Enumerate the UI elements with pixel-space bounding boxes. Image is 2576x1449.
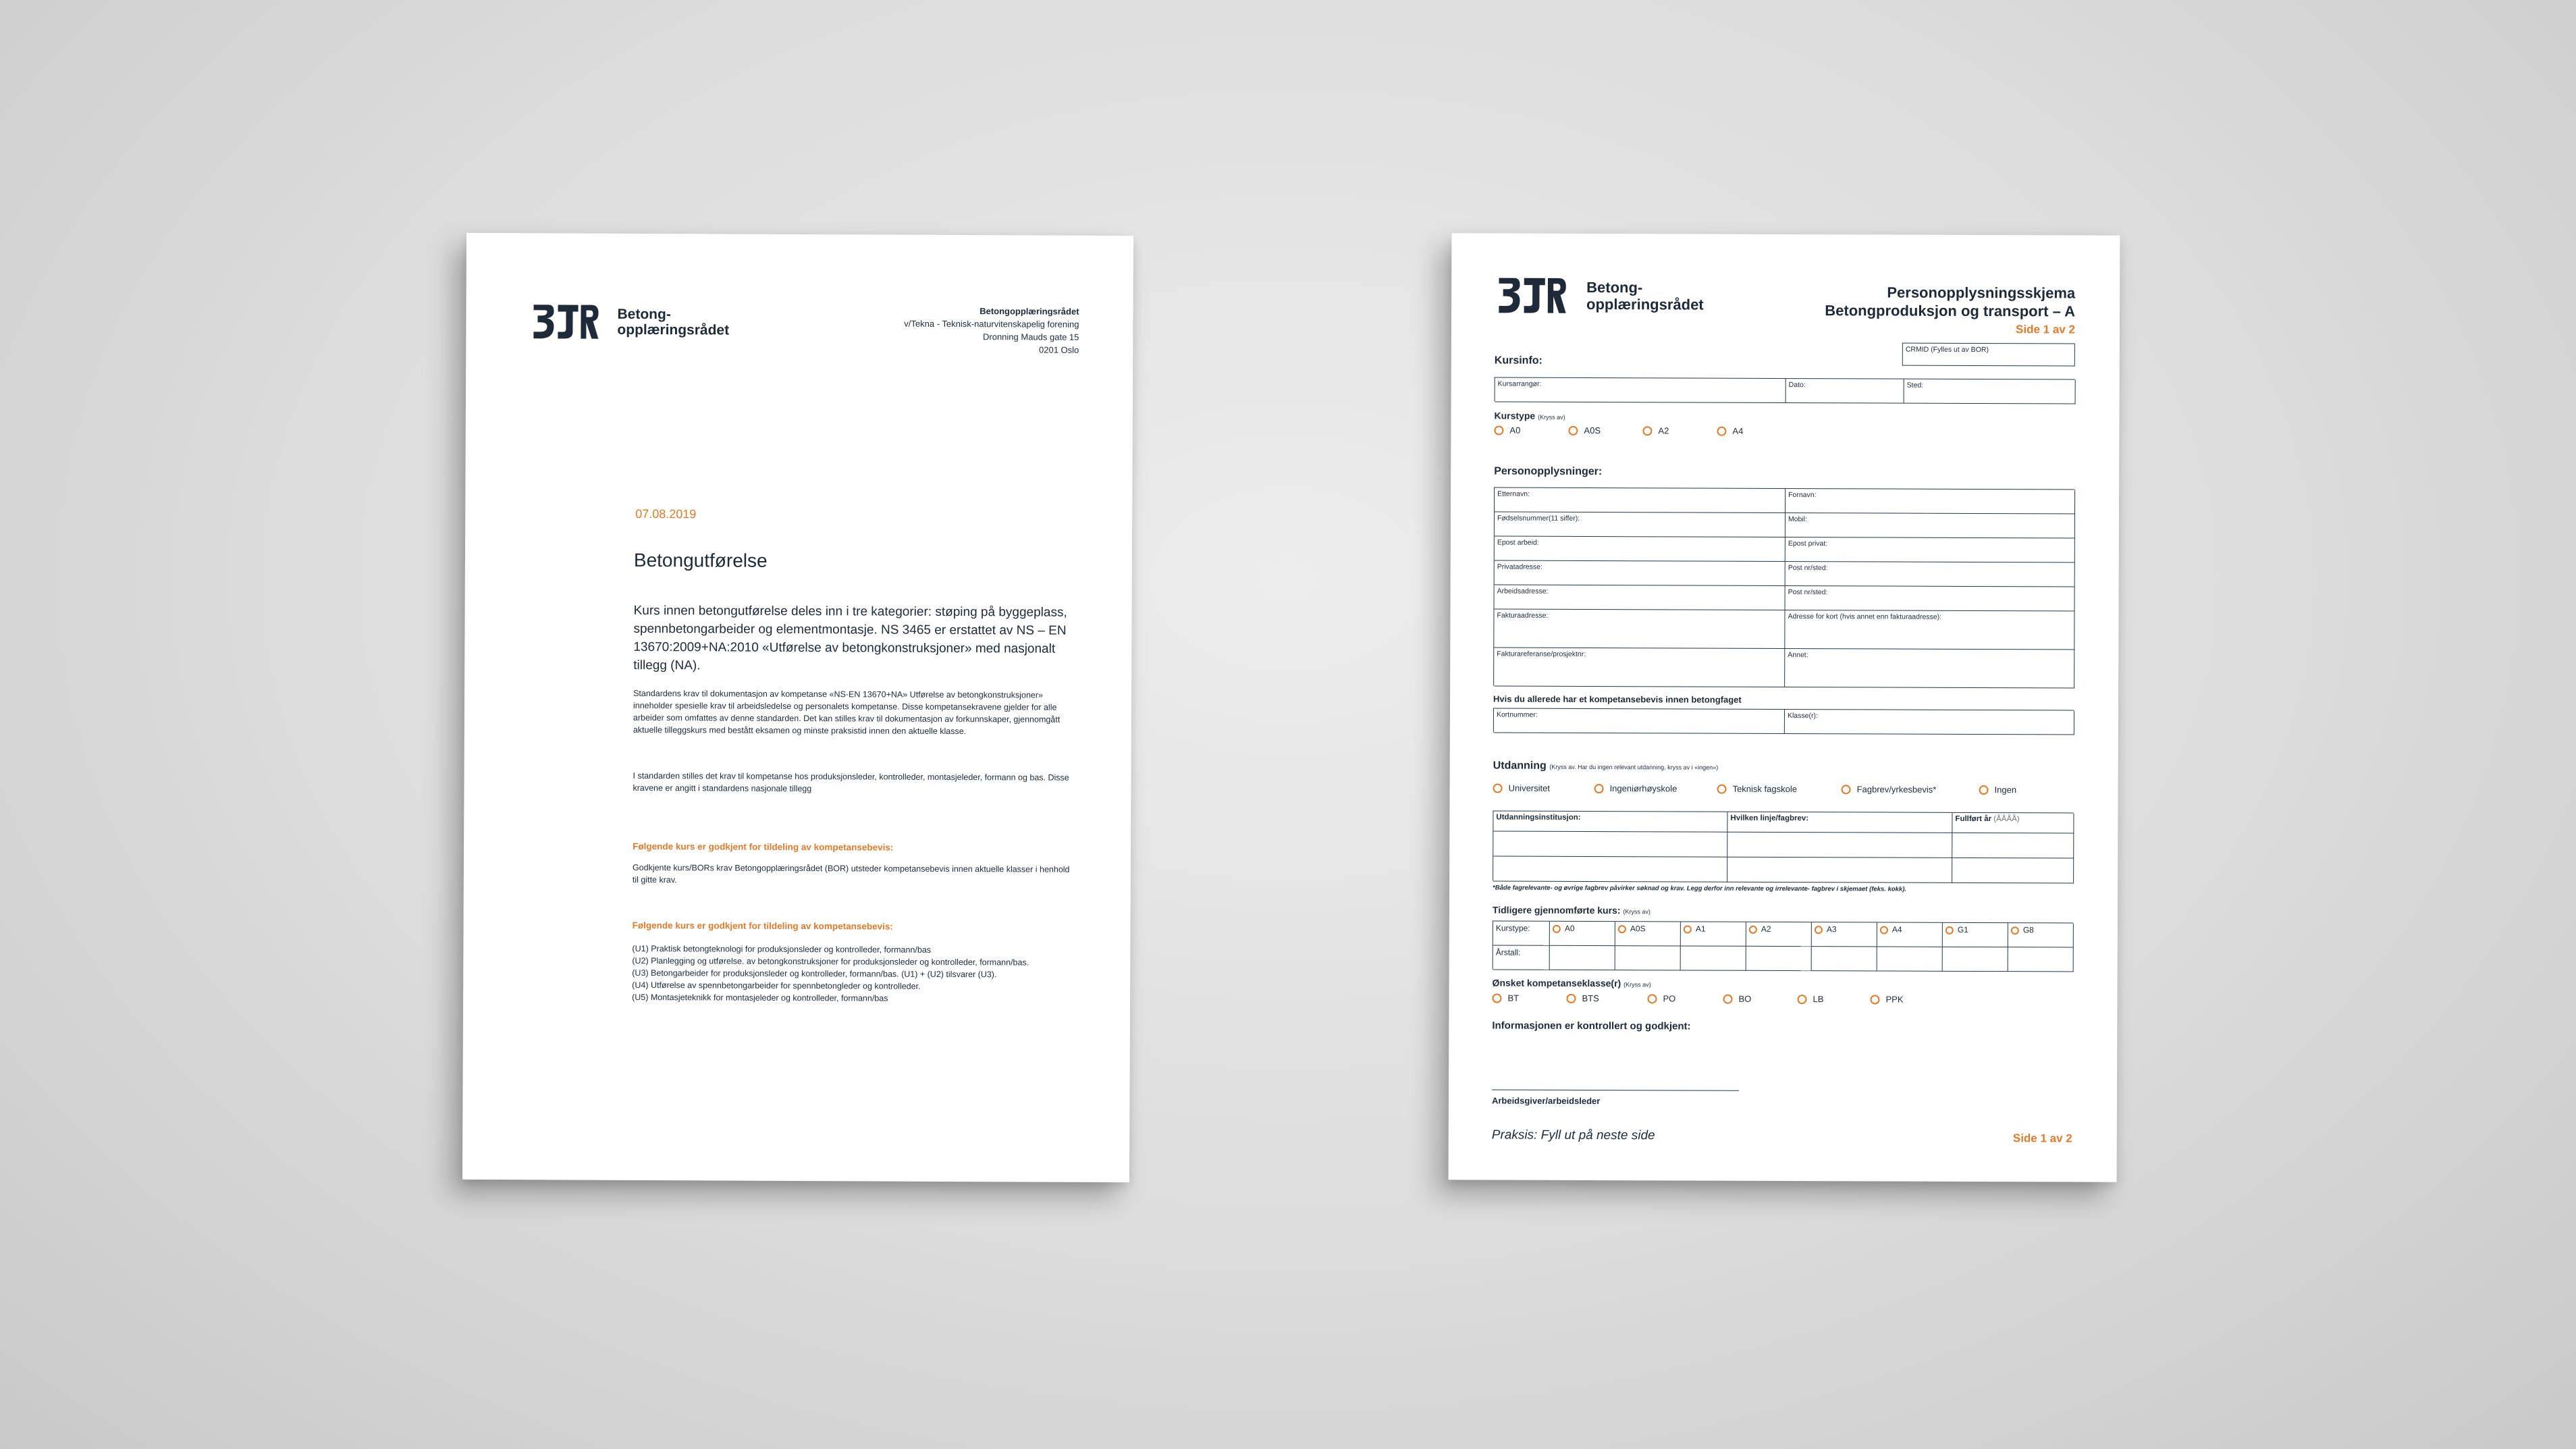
kortadresse-field[interactable]	[1785, 610, 2074, 650]
onsket-bts[interactable]	[1566, 993, 1647, 1003]
option-label: A2	[1761, 924, 1771, 934]
radio-button[interactable]	[1684, 925, 1692, 933]
epost-privat-field[interactable]	[1786, 537, 2075, 562]
field-label: Epost arbeid:	[1497, 538, 1539, 547]
edu-header-institution	[1493, 811, 1727, 832]
kursinfo-table	[1495, 377, 2075, 403]
option-label: A0S	[1584, 425, 1601, 436]
kursarrangor-field[interactable]	[1495, 378, 1786, 404]
tidligere-a0s[interactable]	[1615, 922, 1681, 946]
year-hint: (ÅÅÅÅ)	[1993, 815, 2020, 824]
field-label: Annet:	[1788, 651, 1808, 660]
bor-logo	[1495, 275, 1704, 316]
edu-header-line	[1727, 812, 1952, 833]
option-label: BT	[1507, 993, 1520, 1003]
radio-button[interactable]	[1717, 426, 1726, 436]
edu-header-year	[1952, 813, 2074, 834]
edu-institution-cell[interactable]	[1493, 831, 1727, 857]
option-label: PO	[1663, 993, 1676, 1004]
bor-logo	[531, 302, 729, 342]
logo-text	[617, 307, 729, 338]
tidligere-a0[interactable]	[1550, 922, 1615, 946]
dato-field[interactable]	[1786, 379, 1904, 404]
post-nr-sted-2-field[interactable]	[1786, 586, 2075, 611]
address-org: Betongopplæringsrådet	[980, 306, 1079, 317]
kurstype-row-label	[1493, 921, 1550, 945]
existing-table	[1493, 708, 2074, 734]
edu-year-cell[interactable]	[1952, 833, 2074, 859]
utdanning-label: Utdanning	[1493, 760, 1547, 772]
arbeidsadresse-field[interactable]	[1495, 585, 1786, 611]
letter-date: 07.08.2019	[635, 506, 697, 521]
kryss-hint: (Kryss av)	[1538, 413, 1565, 421]
option-label: G1	[1957, 924, 1968, 934]
course-item: (U5) Montasjeteknikk for montasjeleder og kontrolleder, formann/bas	[632, 992, 888, 1003]
course-item: (U4) Utførelse av spennbetongarbeider for spennbetongleder og kontrolleder.	[632, 980, 921, 991]
arstall-cell[interactable]	[1943, 947, 2008, 972]
field-label: Epost privat:	[1788, 539, 1828, 548]
existing-bevis-heading: Hvis du allerede har et kompetansebevis innen betongfaget	[1493, 693, 1742, 705]
kurstype-a4[interactable]	[1717, 426, 1791, 436]
form-page	[1449, 233, 2120, 1182]
address-line: 0201 Oslo	[1039, 344, 1079, 355]
option-label: Ingen	[1994, 785, 2017, 795]
option-label: LB	[1813, 994, 1824, 1005]
privatadresse-field[interactable]	[1495, 561, 1786, 587]
logo-line-1: Betong-	[617, 306, 671, 323]
education-table	[1493, 810, 2073, 882]
utdanning-ingeniorhoyskole[interactable]	[1594, 783, 1717, 794]
kurstype-a0s[interactable]	[1568, 425, 1642, 436]
post-nr-sted-field[interactable]	[1786, 562, 2075, 587]
course-list	[632, 943, 1077, 1005]
option-label: PPK	[1885, 994, 1904, 1005]
field-label: Fornavn:	[1788, 491, 1817, 500]
radio-button[interactable]	[2011, 926, 2019, 934]
field-label: Sted:	[1906, 381, 1924, 390]
etternavn-field[interactable]	[1495, 488, 1786, 514]
logo-line-2: opplæringsrådet	[617, 321, 730, 338]
bor-logo-icon	[1495, 275, 1570, 315]
letter-page	[462, 233, 1133, 1182]
field-label: Kursarrangør:	[1497, 379, 1542, 388]
form-title-block	[1825, 283, 2075, 338]
option-label: A4	[1891, 924, 1902, 934]
tidligere-table	[1493, 920, 2073, 971]
option-label: A3	[1826, 924, 1837, 934]
arstall-cell[interactable]	[1550, 946, 1615, 970]
letter-title: Betongutførelse	[633, 549, 768, 571]
section-personopplysninger: Personopplysninger:	[1494, 465, 1603, 478]
option-label: A1	[1695, 924, 1706, 934]
kryss-hint: (Kryss av)	[1624, 981, 1651, 989]
epost-arbeid-field[interactable]	[1495, 537, 1786, 562]
praksis-note: Praksis: Fyll ut på neste side	[1491, 1128, 1655, 1143]
option-label: Ingeniørhøyskole	[1609, 783, 1678, 794]
tidligere-g1[interactable]	[1943, 923, 2008, 947]
lead-paragraph: Kurs innen betongutførelse deles inn i tre kategorier: støping på byggeplass, spennbetongarbeider og elementmontasje. NS 3465 er erstattet av NS – EN 13670:2009+NA:2010 «Utførelse av betongkonstruksjoner» med nasjonalt tillegg (NA).	[633, 603, 1067, 673]
tidligere-label: Tidligere gjennomførte kurs:	[1492, 904, 1621, 916]
paragraph-1: Standardens krav til dokumentasjon av kompetanse «NS-EN 13670+NA» Utførelse av betongkonstruksjoner» inneholder spesielle krav til arbeidsledelse og personalets kompetanse. Disse kompetansekravene gjelder for alle arbeider som omfattes av denne standarden. Det kan stilles krav til dokumentasjon av forkunnskaper, gjennomgått aktuelle tilleggskurs med bestått eksamen og minste praksistid innen den aktuelle klasse.	[633, 688, 1061, 737]
logo-text	[1586, 279, 1704, 313]
field-label: Adresse for kort (hvis annet enn fakturaadresse):	[1788, 612, 1942, 621]
option-label: BO	[1738, 993, 1752, 1004]
option-label: A0	[1564, 923, 1575, 933]
radio-button[interactable]	[1568, 425, 1578, 435]
fakturareferanse-field[interactable]	[1494, 648, 1785, 687]
tidligere-a4[interactable]	[1877, 922, 1943, 947]
arstall-cell[interactable]	[1681, 946, 1746, 970]
crmid-field[interactable]	[1902, 343, 2075, 367]
onsket-ppk[interactable]	[1870, 994, 1903, 1004]
arstall-cell[interactable]	[1746, 947, 1812, 971]
utdanning-universitet[interactable]	[1493, 783, 1594, 793]
arstall-cell[interactable]	[2008, 947, 2074, 972]
edu-institution-cell[interactable]	[1493, 856, 1727, 882]
radio-button[interactable]	[1815, 926, 1823, 934]
field-label: Klasse(r):	[1787, 712, 1818, 720]
course-item: (U2) Planlegging og utførelse. av betongkonstruksjoner for produksjonsleder og kontrolleder, formann/bas.	[632, 955, 1029, 968]
field-label: Fakturaadresse:	[1497, 611, 1549, 620]
crmid-label: CRMID (Fylles ut av BOR)	[1905, 345, 1989, 354]
onsket-bo[interactable]	[1723, 994, 1797, 1004]
header-label: Fullført år	[1955, 814, 1992, 824]
arstall-cell[interactable]	[1812, 947, 1877, 971]
utdanning-hint: (Kryss av. Har du ingen relevant utdanning, kryss av i «ingen»)	[1549, 763, 1719, 771]
edu-line-cell[interactable]	[1727, 858, 1952, 883]
course-item: (U1) Praktisk betongteknologi for produksjonsleder og kontrolleder, formann/bas	[632, 943, 932, 955]
kortnummer-field[interactable]	[1494, 708, 1785, 734]
radio-button[interactable]	[1647, 994, 1657, 1003]
kurstype-heading	[1494, 410, 1565, 421]
tidligere-a3[interactable]	[1812, 922, 1877, 947]
section-kursinfo: Kursinfo:	[1494, 354, 1542, 367]
radio-button[interactable]	[1566, 993, 1576, 1003]
radio-button[interactable]	[1946, 926, 1954, 934]
field-label: Arbeidsadresse:	[1497, 587, 1549, 596]
logo-line-1: Betong-	[1586, 278, 1643, 296]
arstall-cell[interactable]	[1877, 947, 1943, 971]
kurstype-label: Kurstype	[1494, 410, 1536, 421]
field-label: Fakturareferanse/prosjektnr:	[1497, 650, 1586, 658]
edu-note: *Både fagrelevante- og øvrige fagbrev påvirker søknad og krav. Legg derfor inn relevante og irrelevante- fagbrev i skjemaet (feks. kokk).	[1493, 884, 1907, 893]
page-number: Side 1 av 2	[2016, 323, 2075, 336]
person-table	[1493, 487, 2074, 687]
radio-button[interactable]	[1797, 995, 1806, 1004]
bor-logo-icon	[531, 302, 601, 341]
klasse-field[interactable]	[1785, 710, 2074, 735]
radio-button[interactable]	[1642, 426, 1652, 436]
edu-year-cell[interactable]	[1952, 858, 2074, 884]
utdanning-ingen[interactable]	[1979, 785, 2017, 795]
fornavn-field[interactable]	[1786, 489, 2075, 514]
field-label: Kortnummer:	[1496, 710, 1538, 719]
option-label: BTS	[1582, 993, 1599, 1004]
kontrollert-heading: Informasjonen er kontrollert og godkjent:	[1492, 1020, 1691, 1032]
logo-line-2: opplæringsrådet	[1586, 295, 1704, 313]
signature-label: Arbeidsgiver/arbeidsleder	[1491, 1095, 1601, 1107]
fakturaadresse-field[interactable]	[1494, 609, 1785, 649]
paragraph-3: Godkjente kurs/BORs krav Betongopplæringsrådet (BOR) utsteder kompetansebevis innen aktuelle klasser i henhold til gitte krav.	[632, 862, 1070, 885]
footer-page-number: Side 1 av 2	[2012, 1132, 2072, 1145]
sender-address	[904, 305, 1079, 357]
header-label: Utdanningsinstitusjon:	[1496, 813, 1581, 822]
utdanning-fagbrev[interactable]	[1842, 784, 1979, 795]
field-label: Post nr/sted:	[1788, 588, 1828, 597]
radio-button[interactable]	[1749, 926, 1757, 934]
edu-line-cell[interactable]	[1727, 833, 1952, 858]
heading-1: Følgende kurs er godkjent for tildeling av kompetansebevis:	[633, 841, 894, 853]
kurstype-a0[interactable]	[1494, 425, 1568, 435]
onsket-lb[interactable]	[1797, 994, 1870, 1004]
option-label: A0S	[1630, 924, 1646, 934]
kurstype-a2[interactable]	[1642, 425, 1717, 436]
address-line: v/Tekna - Teknisk-naturvitenskapelig forening	[904, 318, 1079, 330]
fodselsnummer-field[interactable]	[1495, 512, 1786, 538]
kurstype-options	[1494, 425, 1791, 436]
option-label: A4	[1732, 425, 1744, 436]
radio-button[interactable]	[1842, 785, 1851, 794]
row-label: Årstall:	[1495, 947, 1521, 957]
radio-button[interactable]	[1492, 993, 1501, 1003]
sted-field[interactable]	[1904, 379, 2076, 404]
tidligere-heading	[1493, 904, 1651, 916]
field-label: Post nr/sted:	[1788, 564, 1828, 573]
onsket-label: Ønsket kompetanseklasse(r)	[1492, 977, 1621, 989]
header-label: Hvilken linje/fagbrev:	[1730, 814, 1809, 823]
paragraph-2: I standarden stilles det krav til kompetanse hos produksjonsleder, kontrolleder, montasjeleder, formann og bas. Disse kravene er angitt i standardens nasjonale tillegg	[633, 770, 1069, 794]
form-subtitle: Betongproduksjon og transport – A	[1825, 302, 2076, 320]
option-label: Teknisk fagskole	[1732, 783, 1797, 795]
arstall-cell[interactable]	[1615, 946, 1681, 970]
radio-button[interactable]	[1618, 925, 1626, 933]
row-label: Kurstype:	[1495, 923, 1530, 933]
field-label: Dato:	[1788, 381, 1806, 390]
radio-button[interactable]	[1979, 785, 1989, 795]
radio-button[interactable]	[1594, 784, 1604, 793]
heading-2: Følgende kurs er godkjent for tildeling av kompetansebevis:	[632, 920, 893, 932]
radio-button[interactable]	[1880, 926, 1888, 934]
form-title: Personopplysningsskjema	[1887, 284, 2076, 302]
radio-button[interactable]	[1494, 425, 1503, 435]
signature-line[interactable]	[1492, 1089, 1739, 1090]
field-label: Mobil:	[1788, 515, 1808, 524]
radio-button[interactable]	[1493, 783, 1503, 793]
radio-button[interactable]	[1723, 994, 1732, 1003]
field-label: Etternavn:	[1497, 490, 1530, 498]
address-line: Dronning Mauds gate 15	[982, 332, 1079, 342]
onsket-bt[interactable]	[1492, 993, 1566, 1003]
tidligere-a1[interactable]	[1681, 922, 1746, 946]
radio-button[interactable]	[1717, 784, 1727, 793]
utdanning-heading	[1493, 760, 1719, 772]
tidligere-g8[interactable]	[2008, 923, 2074, 947]
radio-button[interactable]	[1553, 925, 1561, 933]
utdanning-teknisk-fagskole[interactable]	[1717, 784, 1842, 795]
option-label: Universitet	[1508, 783, 1551, 793]
option-label: G8	[2022, 925, 2034, 935]
field-label: Privatadresse:	[1497, 562, 1542, 571]
option-label: A0	[1509, 425, 1521, 436]
course-item: (U3) Betongarbeider for produksjonsleder og kontrolleder, formann/bas. (U1) + (U2) tilsvarer (U3).	[632, 968, 997, 980]
radio-button[interactable]	[1870, 995, 1879, 1004]
field-label: Fødselsnummer(11 siffer):	[1497, 514, 1580, 523]
mobil-field[interactable]	[1786, 513, 2075, 538]
option-label: A2	[1658, 425, 1669, 436]
kryss-hint: (Kryss av)	[1623, 908, 1651, 916]
onsket-options	[1492, 993, 1903, 1004]
arstall-row-label	[1493, 945, 1550, 970]
tidligere-a2[interactable]	[1746, 922, 1812, 947]
onsket-heading	[1493, 977, 1651, 989]
utdanning-options	[1493, 783, 2017, 795]
onsket-po[interactable]	[1647, 993, 1723, 1003]
option-label: Fagbrev/yrkesbevis*	[1856, 784, 1937, 795]
annet-field[interactable]	[1785, 649, 2074, 688]
